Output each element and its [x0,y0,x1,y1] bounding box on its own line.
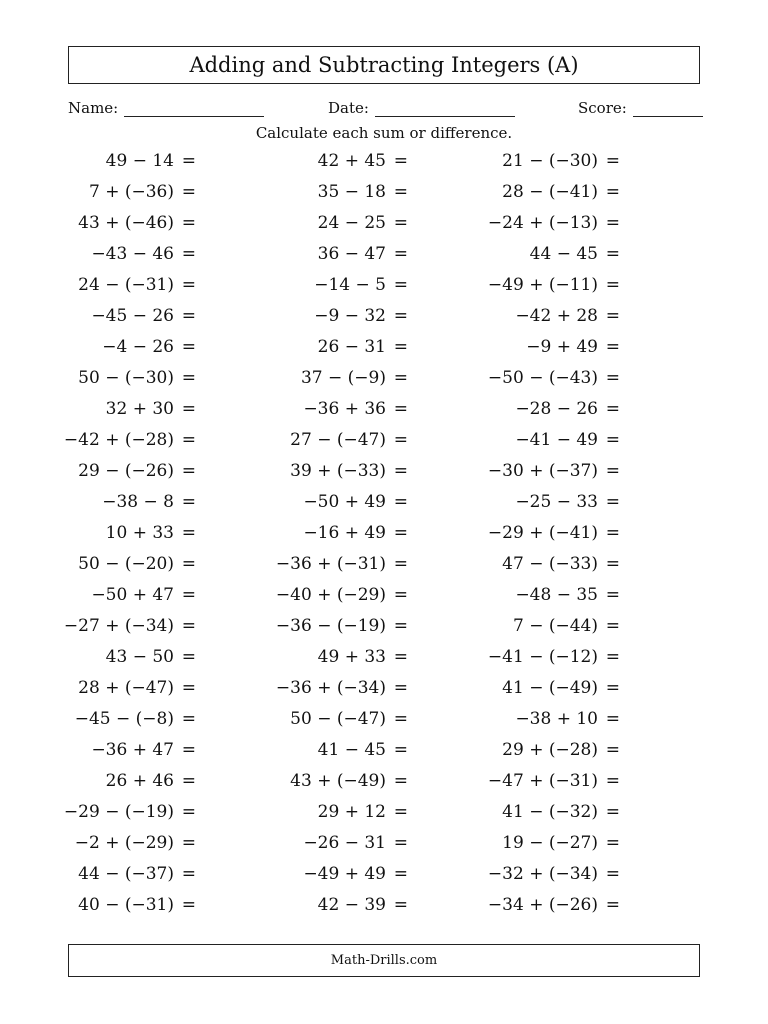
problem-expression: −34 + (−26) [487,895,598,915]
equals-sign: = [605,771,620,791]
problem-row [0,766,768,797]
equals-sign: = [393,368,408,388]
problem-row [0,580,768,611]
problem-expression: −40 + (−29) [275,585,386,605]
problem-row [0,673,768,704]
problem-item [470,828,620,859]
equals-sign: = [393,678,408,698]
problem-item [46,580,196,611]
problem-item [470,487,620,518]
problem-item [46,456,196,487]
problem-item [258,580,408,611]
problem-item [470,642,620,673]
problem-item [46,735,196,766]
problem-expression: 50 − (−47) [290,709,386,729]
problem-item [46,301,196,332]
equals-sign: = [605,275,620,295]
instruction-text: Calculate each sum or difference. [255,124,513,142]
problem-item [258,270,408,301]
problem-expression: −30 + (−37) [487,461,598,481]
problem-item [46,704,196,735]
problem-expression: −45 − (−8) [74,709,174,729]
problem-item [258,859,408,890]
problem-item [258,797,408,828]
equals-sign: = [605,182,620,202]
equals-sign: = [605,461,620,481]
problem-item [470,425,620,456]
problem-expression: 24 − (−31) [78,275,174,295]
problem-expression: 47 − (−33) [502,554,598,574]
equals-sign: = [605,678,620,698]
problem-item [258,177,408,208]
problem-item [258,208,408,239]
problem-item [470,580,620,611]
equals-sign: = [181,461,196,481]
problem-row [0,270,768,301]
problem-item [470,239,620,270]
problem-item [46,239,196,270]
problem-row [0,828,768,859]
problem-row [0,425,768,456]
equals-sign: = [393,213,408,233]
equals-sign: = [181,337,196,357]
problem-item [46,208,196,239]
equals-sign: = [181,895,196,915]
problem-expression: −14 − 5 [314,275,386,295]
student-info-row [68,94,700,120]
problem-expression: 43 + (−49) [290,771,386,791]
problem-item [258,611,408,642]
equals-sign: = [181,554,196,574]
problem-item [46,425,196,456]
problem-expression: −41 − 49 [515,430,598,450]
equals-sign: = [393,647,408,667]
problem-expression: 26 − 31 [317,337,386,357]
equals-sign: = [181,585,196,605]
problem-item [258,642,408,673]
equals-sign: = [605,864,620,884]
problem-expression: 32 + 30 [105,399,174,419]
problem-item [470,735,620,766]
problem-item [46,270,196,301]
problem-expression: −16 + 49 [303,523,386,543]
problem-row [0,518,768,549]
problem-item [470,859,620,890]
problem-expression: 29 + (−28) [502,740,598,760]
equals-sign: = [393,461,408,481]
problem-item [470,890,620,921]
equals-sign: = [605,151,620,171]
problem-expression: −29 + (−41) [487,523,598,543]
equals-sign: = [181,368,196,388]
problem-item [258,766,408,797]
problem-item [470,394,620,425]
problem-expression: −4 − 26 [102,337,174,357]
equals-sign: = [393,833,408,853]
problem-expression: 21 − (−30) [502,151,598,171]
problem-expression: 49 − 14 [105,151,174,171]
problem-item [470,611,620,642]
equals-sign: = [393,709,408,729]
problem-item [470,456,620,487]
problem-expression: −36 + 47 [91,740,174,760]
problem-item [258,146,408,177]
equals-sign: = [181,740,196,760]
problem-item [46,146,196,177]
problem-row [0,859,768,890]
equals-sign: = [393,399,408,419]
problem-expression: −29 − (−19) [63,802,174,822]
problem-row [0,332,768,363]
footer-box [68,944,700,977]
footer-text: Math-Drills.com [330,953,438,968]
problem-item [470,673,620,704]
problem-item [258,394,408,425]
problem-expression: 28 + (−47) [78,678,174,698]
problem-row [0,704,768,735]
problem-expression: 43 − 50 [105,647,174,667]
problem-expression: 39 + (−33) [290,461,386,481]
problem-item [470,797,620,828]
problem-expression: 36 − 47 [317,244,386,264]
name-blank-line[interactable] [124,94,264,117]
problem-row [0,549,768,580]
equals-sign: = [393,430,408,450]
problem-item [258,301,408,332]
equals-sign: = [605,802,620,822]
equals-sign: = [181,492,196,512]
problem-row [0,363,768,394]
worksheet-title-box [68,46,700,84]
problem-expression: 40 − (−31) [78,895,174,915]
equals-sign: = [181,523,196,543]
problem-item [46,394,196,425]
problem-item [46,828,196,859]
problem-expression: −49 + 49 [303,864,386,884]
equals-sign: = [605,337,620,357]
score-label: Score: [578,99,627,117]
equals-sign: = [181,430,196,450]
problem-item [470,704,620,735]
problem-expression: 41 − (−32) [502,802,598,822]
equals-sign: = [605,585,620,605]
score-blank-line[interactable] [633,94,703,117]
equals-sign: = [605,244,620,264]
problem-item [258,890,408,921]
equals-sign: = [181,306,196,326]
problem-item [470,363,620,394]
problem-item [258,487,408,518]
problem-expression: −9 + 49 [526,337,598,357]
problem-expression: 44 − 45 [529,244,598,264]
equals-sign: = [393,616,408,636]
problem-row [0,301,768,332]
problem-item [470,332,620,363]
problem-expression: −38 + 10 [515,709,598,729]
equals-sign: = [181,709,196,729]
equals-sign: = [393,151,408,171]
equals-sign: = [605,554,620,574]
problem-expression: −41 − (−12) [487,647,598,667]
problem-expression: −50 + 47 [91,585,174,605]
equals-sign: = [393,492,408,512]
equals-sign: = [393,802,408,822]
problem-row [0,456,768,487]
problem-expression: 37 − (−9) [300,368,386,388]
problem-item [46,890,196,921]
problem-item [470,208,620,239]
problem-expression: 50 − (−20) [78,554,174,574]
problem-item [258,456,408,487]
name-field [68,94,264,117]
problem-expression: −26 − 31 [303,833,386,853]
problem-item [258,704,408,735]
equals-sign: = [393,244,408,264]
problem-expression: 43 + (−46) [78,213,174,233]
problem-expression: −43 − 46 [91,244,174,264]
equals-sign: = [605,647,620,667]
problem-row [0,177,768,208]
worksheet-title: Adding and Subtracting Integers (A) [189,53,579,77]
problem-item [258,735,408,766]
problem-expression: −27 + (−34) [63,616,174,636]
problem-expression: 44 − (−37) [78,864,174,884]
equals-sign: = [605,368,620,388]
problem-item [46,673,196,704]
problem-expression: −45 − 26 [91,306,174,326]
problem-expression: −9 − 32 [314,306,386,326]
equals-sign: = [605,833,620,853]
problem-row [0,611,768,642]
problem-expression: −49 + (−11) [487,275,598,295]
equals-sign: = [393,895,408,915]
equals-sign: = [605,492,620,512]
problem-row [0,797,768,828]
equals-sign: = [181,244,196,264]
problem-item [258,828,408,859]
equals-sign: = [181,616,196,636]
equals-sign: = [605,213,620,233]
equals-sign: = [181,182,196,202]
problem-expression: 29 − (−26) [78,461,174,481]
problem-expression: −36 + (−31) [275,554,386,574]
problem-expression: −36 + 36 [303,399,386,419]
problem-item [470,518,620,549]
problem-expression: 41 − (−49) [502,678,598,698]
equals-sign: = [393,771,408,791]
problem-expression: −38 − 8 [102,492,174,512]
equals-sign: = [181,399,196,419]
equals-sign: = [605,740,620,760]
problem-item [258,239,408,270]
problem-row [0,146,768,177]
problem-expression: 27 − (−47) [290,430,386,450]
problem-expression: 19 − (−27) [502,833,598,853]
equals-sign: = [181,802,196,822]
problem-row [0,487,768,518]
problem-item [46,642,196,673]
equals-sign: = [393,554,408,574]
problem-expression: −25 − 33 [515,492,598,512]
equals-sign: = [393,306,408,326]
problem-item [258,425,408,456]
problem-expression: −50 − (−43) [487,368,598,388]
problem-item [470,301,620,332]
problem-expression: −36 − (−19) [275,616,386,636]
problem-item [46,332,196,363]
problem-expression: 50 − (−30) [78,368,174,388]
equals-sign: = [181,151,196,171]
equals-sign: = [393,864,408,884]
equals-sign: = [181,771,196,791]
problem-expression: −2 + (−29) [74,833,174,853]
problem-item [258,332,408,363]
equals-sign: = [393,182,408,202]
date-label: Date: [328,99,369,117]
problem-item [470,549,620,580]
problem-item [46,363,196,394]
problem-expression: −42 + (−28) [63,430,174,450]
equals-sign: = [393,337,408,357]
problem-expression: 41 − 45 [317,740,386,760]
problem-row [0,735,768,766]
problem-item [470,766,620,797]
problem-expression: 29 + 12 [317,802,386,822]
equals-sign: = [605,399,620,419]
equals-sign: = [605,306,620,326]
problem-item [258,363,408,394]
problem-expression: 42 + 45 [317,151,386,171]
problem-item [46,518,196,549]
equals-sign: = [181,864,196,884]
problem-expression: −47 + (−31) [487,771,598,791]
equals-sign: = [393,275,408,295]
problem-item [46,549,196,580]
score-field [578,94,703,117]
equals-sign: = [181,678,196,698]
problem-item [258,549,408,580]
name-label: Name: [68,99,119,117]
problem-expression: −36 + (−34) [275,678,386,698]
equals-sign: = [181,275,196,295]
problem-item [470,146,620,177]
equals-sign: = [605,709,620,729]
equals-sign: = [605,895,620,915]
equals-sign: = [605,616,620,636]
problem-item [470,270,620,301]
problem-expression: 7 + (−36) [88,182,174,202]
problem-expression: −48 − 35 [515,585,598,605]
equals-sign: = [605,523,620,543]
problem-item [46,611,196,642]
equals-sign: = [393,523,408,543]
problem-expression: −28 − 26 [515,399,598,419]
problem-expression: 10 + 33 [105,523,174,543]
problem-row [0,394,768,425]
problem-item [258,673,408,704]
problem-item [258,518,408,549]
problem-expression: 49 + 33 [317,647,386,667]
date-field [328,94,515,117]
problem-row [0,642,768,673]
problem-row [0,890,768,921]
problem-row [0,239,768,270]
problem-item [46,487,196,518]
problem-expression: −24 + (−13) [487,213,598,233]
problem-expression: −42 + 28 [515,306,598,326]
equals-sign: = [393,740,408,760]
problem-item [46,797,196,828]
equals-sign: = [181,213,196,233]
problem-expression: −32 + (−34) [487,864,598,884]
equals-sign: = [181,647,196,667]
problem-expression: 42 − 39 [317,895,386,915]
equals-sign: = [605,430,620,450]
problem-item [46,766,196,797]
equals-sign: = [393,585,408,605]
problem-expression: −50 + 49 [303,492,386,512]
problem-item [46,859,196,890]
problem-row [0,208,768,239]
problem-item [46,177,196,208]
date-blank-line[interactable] [375,94,515,117]
problem-expression: 24 − 25 [317,213,386,233]
problem-expression: 7 − (−44) [512,616,598,636]
equals-sign: = [181,833,196,853]
problem-item [470,177,620,208]
problem-expression: 28 − (−41) [502,182,598,202]
problem-expression: 26 + 46 [105,771,174,791]
problem-expression: 35 − 18 [317,182,386,202]
